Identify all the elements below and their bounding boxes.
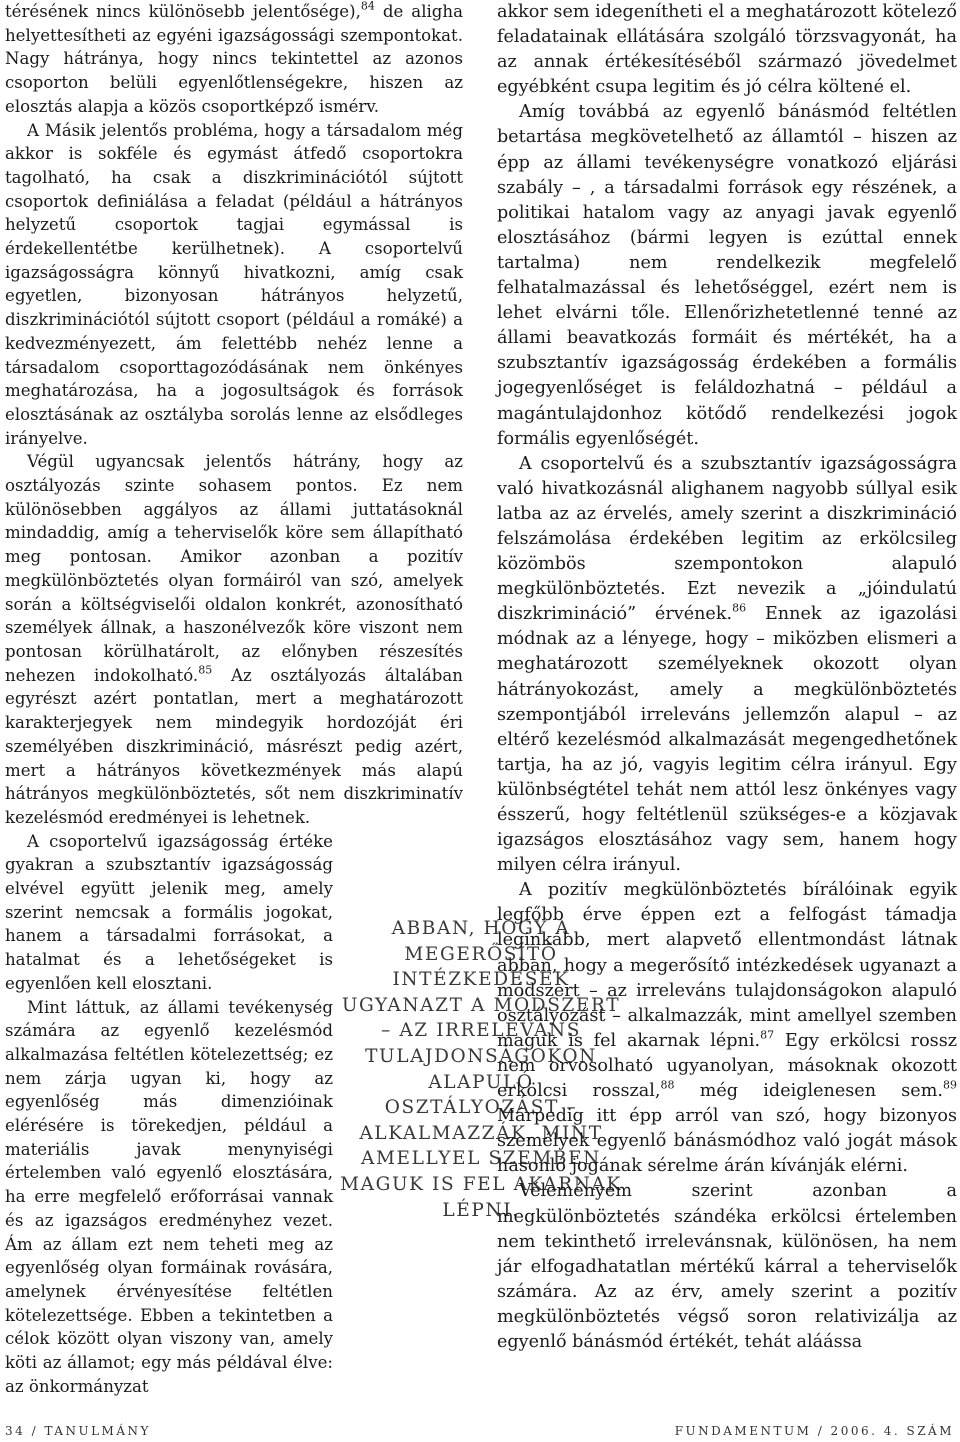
left-paragraph-3: Végül ugyancsak jelentős hátrány, hogy az osztályozás szinte sohasem pontos. Ez nem különösebben aggályos az állami juttatásoknál mindaddig, amíg a teherviselők köre sem állapítható meg pontosan. Amikor azonban a pozitív megkülönböztetés olyan formáiról van szó, amelyek során a költségviselői oldalon konkrét, azonosítható személyek állnak, a haszonélvezők köre viszont nem pontosan körülhatárolt, az előnyben részesítés nehezen indokolható.$^{85}$ Az osztályozás általában egyrészt azért pontatlan, mert a meghatározott karakterjegyek nem mindegyik hordozóját éri személyében diszkrimináció, másrészt pedig azért, mert a hátrányos következmények más alapú hátrányos megkülönböztetés, sőt nem diszkriminatív kezelésmód eredményei is lehetnek. [5,452,463,827]
footnote-ref-86[interactable]: 86 [732,601,747,615]
left-paragraph-5: Mint láttuk, az állami tevékenység számára az egyenlő kezelésmód alkalmazása feltétlen kötelezettség; ez nem zárja ugyan ki, hogy az egyenlőség más dimenzióinak elérésére is törekedjen, például a materiális javak menynyiségi értelemben való egyenlő elosztására, ha erre megfelelő erőforrásai vannak és az igazságos eredményhez vezet. Ám az állam ezt nem teheti meg az egyenlőség olyan formáinak rovására, amelynek érvényesítése feltétlen kötelezettsége. Ebben a tekintetben a célok között olyan viszony van, amely köti az államot; egy más példával élve: az önkormányzat [5,997,333,1396]
footnote-ref-84[interactable]: 84 [360,0,375,13]
footnote-ref-85[interactable]: 85 [198,663,213,676]
left-paragraph-2: A Másik jelentős probléma, hogy a társadalom még akkor is sokféle és egymást átfedő csoportokra tagolható, ha csak a diszkriminációtól sújtott csoportok definiálása a feladat (például a hátrányos helyzetű csoportok tagjai egymással is érdekellentétbe kerülhetnek). A csoportelvű igazságosságra könnyű hivatkozni, amíg csak egyetlen, bizonyosan hátrányos helyzetű, diszkriminációtól sújtott csoport (például a romáké) a kedvezményezett, ám felettébb nehéz lenne a társadalom csoporttagozódásának nem önkényes meghatározása, ha a jogosultságok és források elosztásának az osztályba sorolás lenne az elsődleges irányelve. [5,120,463,448]
footer-section-label: 34 / TANULMÁNY [5,1424,151,1438]
right-paragraph-4: A pozitív megkülönböztetés bírálóinak egyik legfőbb érve éppen ezt a felfogást támadja leginkább, mert alapvető ellentmondást látnak abban, hogy a megerősítő intézkedések ugyanazt a módszert – az irreleváns tulajdonságokon alapuló osztályozást – alkalmazzák, mint amellyel szemben maguk is fel akarnak lépni.$^{87}$ Egy erkölcsi rossz nem orvosolható ugyanolyan, másoknak okozott erkölcsi rosszal,$^{88}$ még ideiglenesen sem.$^{89}$ Márpedig itt épp arról van szó, hogy bizonyos személyek egyenlő bánásmódhoz való jogát mások hasonló jogának sérelme árán kívánják elérni. [497,880,957,1177]
pull-quote: ABBAN, HOGY A MEGERŐSÍTŐ INTÉZKEDÉSEK UGYANAZT A MÓDSZERT – AZ IRRELEVÁNS TULAJDONSÁGOKON ALAPULÓ OSZTÁLYOZÁST – ALKALMAZZÁK, MINT AMELLYEL SZEMBEN MAGUK IS FEL AKARNAK LÉPNI. [340,918,622,1221]
footnote-ref-89[interactable]: 89 [943,1078,957,1092]
footnote-ref-87[interactable]: 87 [760,1028,775,1042]
right-column [497,0,957,1355]
right-paragraph-5: Véleményem szerint azonban a megkülönböztetés szándéka erkölcsi értelemben nem tekinthető irrelevánsnak, különösen, ha nem jár elfogadhatatlan mértékű kárral a teherviselők számára. Az az érv, amely szerint a pozitív megkülönböztetés végső soron relativizálja az egyenlő bánásmód értékét, tehát aláássa [497,1181,957,1352]
right-paragraph-1: akkor sem idegenítheti el a meghatározott kötelező feladatainak ellátására szolgáló törzsvagyonát, ha az annak értékesítéséből származó jövedelmet egyébként csupa legitim és jó célra költené el. [497,2,957,98]
right-paragraph-2: Amíg továbbá az egyenlő bánásmód feltétlen betartása megkövetelhető az államtól – hiszen az épp az állami tevékenységre vonatkozó eljárási szabály – , a társadalmi források egy részének, a politikai hatalom vagy az anyagi javak egyenlő elosztásához (bármi legyen is ezúttal ennek tartalma) nem rendelkezik megfelelő felhatalmazással és lehetőséggel, ezért nem is lehet elvárni tőle. Ellenőrizhetetlenné tenné az állami beavatkozás formáit és mértékét, ha a szubsztantív igazságosság érdekében a formális jogegyenlőséget is feláldozhatná – például a magántulajdonhoz kötődő rendelkezési jogok formális egyenlőségét. [497,102,957,449]
left-paragraph-1: térésének nincs különösebb jelentősége),$^{84}$ de aligha helyettesítheti az egyéni igazságossági szempontokat. Nagy hátránya, hogy nincs tekintettel az azonos csoporton belüli egyenlőtlenségekre, hiszen az elosztás alapja a közös csoportképző ismérv. [5,0,464,116]
left-paragraph-4: A csoportelvű igazságosság értéke gyakran a szubsztantív igazságosság elvével együtt jelenik meg, amely szerint nemcsak a formális jogokat, hanem a társadalmi forrásokat, a hatalmat és a lehetőségeket is egyenlően kell elosztani. [5,831,333,993]
footnote-ref-88[interactable]: 88 [660,1078,675,1092]
footer-journal-label: FUNDAMENTUM / 2006. 4. SZÁM [674,1424,954,1438]
right-paragraph-3: A csoportelvű és a szubsztantív igazságosságra való hivatkozásnál alighanem nagyobb súllyal esik latba az az érvelés, amely szerint a diszkrimináció felszámolása érdekében legitim az erkölcsileg közömbös szempontokon alapuló megkülönböztetés. Ezt nevezik a „jóindulatú diszkrimináció” érvének.$^{86}$ Ennek az igazolási módnak az a lényege, hogy – miközben elismeri a meghatározott személyeknek okozott olyan hátrányokozást, amely a megkülönböztetés szempontjából irreleváns jellemzőn alapul – az eltérő kezelésmód alkalmazását megengedhetőnek tartja, ha az jó, vagyis legitim célra irányul. Egy különbségtétel tehát nem attól lesz önkényes vagy ésszerű, hogy feltétlenül szükséges-e a közjavak igazságos elosztásához vagy sem, hanem hogy milyen célra irányul. [497,453,957,876]
